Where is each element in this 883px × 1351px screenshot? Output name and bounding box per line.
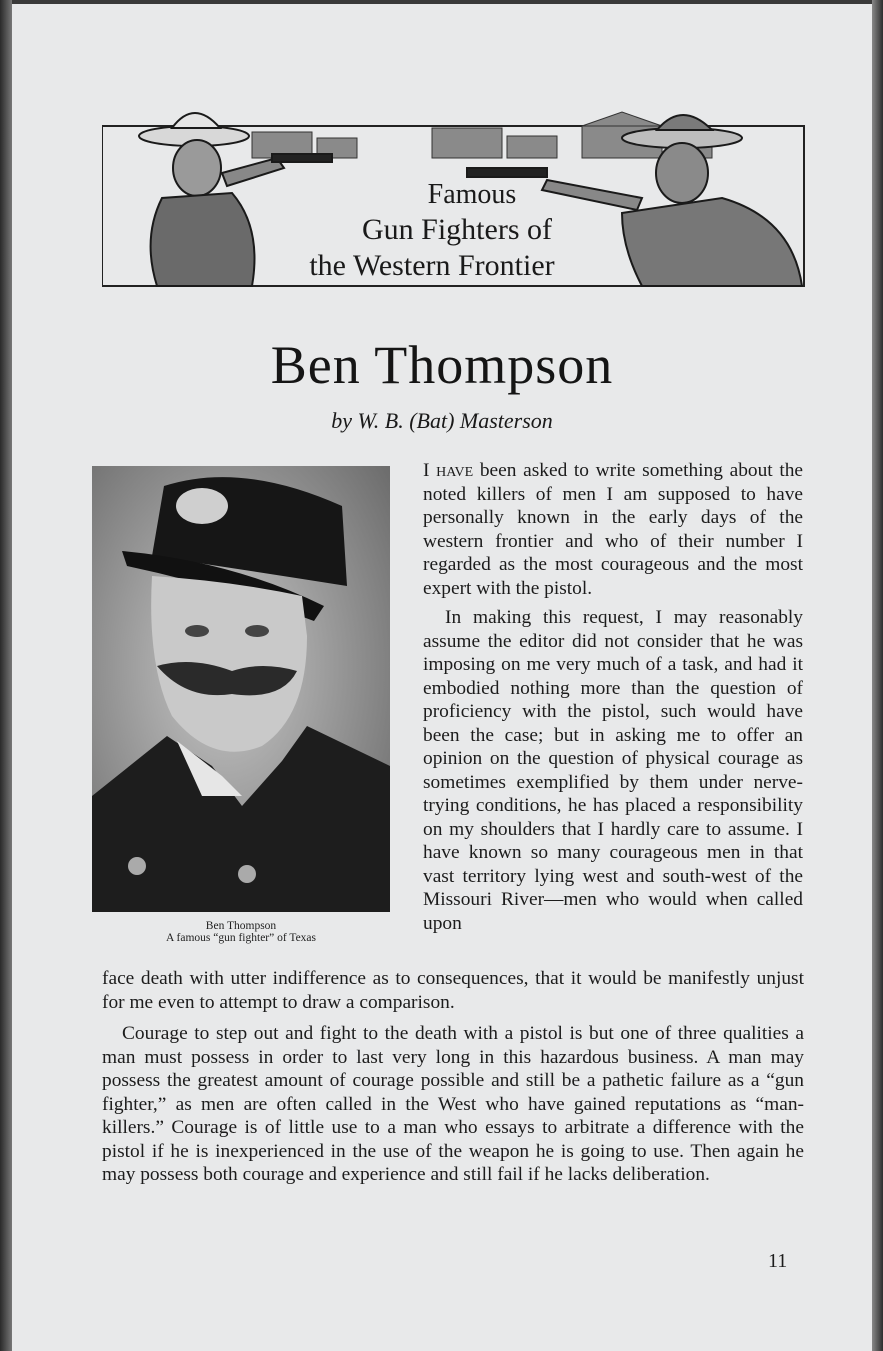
caption-name: Ben Thompson <box>205 920 277 932</box>
series-title-line3: the Western Frontier <box>309 249 555 282</box>
caption-description: A famous “gun fighter” of Texas <box>165 932 317 944</box>
paragraph-2: In making this request, I may reasonably assume the editor did not consider that he was imposing on me very much of a task, and had it embodied nothing more than the question of proficiency with the pistol, such would have been the case; but in asking me to offer an opinion on the question of physical courage as sometimes exemplified by them under nerve-trying conditions, he has placed a responsibility on my shoulders that I hardly care to assume. I have known so many courageous men in that vast territory lying west and south-west of the Missouri River—men who would when called upon <box>423 607 803 934</box>
ben-thompson-portrait <box>92 466 390 912</box>
book-spine-shadow <box>0 0 12 1351</box>
header-illustration <box>102 98 806 298</box>
series-title-line1: Famous <box>427 179 517 210</box>
article-byline: by W. B. (Bat) Masterson <box>331 408 553 433</box>
right-column-text <box>423 459 803 935</box>
paragraph-1-body: been asked to write something about the noted killers of men I am supposed to have personally known in the early days of the western frontier and who of their number I regarded as the most courageous and the most expert with the pistol. <box>423 460 804 599</box>
page-edge-shadow <box>872 0 883 1351</box>
paragraph-1 <box>423 459 803 600</box>
book-page <box>12 4 872 1351</box>
article-title: Ben Thompson <box>270 335 614 395</box>
paragraph-3: Courage to step out and fight to the death with a pistol is but one of three qualities a man must possess in order to last very long in this hazardous business. A man may possess the greatest amount of courage possible and still be a pathetic failure as a “gun fighter,” as men are often called in the West who have gained reputations as “man-killers.” Courage is of little use to a man who essays to arbitrate a difference with the pistol if he is inexperienced in the use of the weapon he is going to use. Then again he may possess both courage and experience and still fail if he lacks deliberation. <box>102 1023 804 1185</box>
series-title-line2: Gun Fighters of <box>362 213 552 246</box>
page-number: 11 <box>768 1250 788 1272</box>
paragraph-2-continued: face death with utter indifference as to consequences, that it would be manifestly unjust for me even to attempt to draw a comparison. <box>102 968 804 1013</box>
portrait-photo <box>92 466 390 912</box>
photo-caption <box>92 920 390 944</box>
series-title <box>252 178 652 284</box>
paragraph-1-lead: I have <box>423 460 474 481</box>
